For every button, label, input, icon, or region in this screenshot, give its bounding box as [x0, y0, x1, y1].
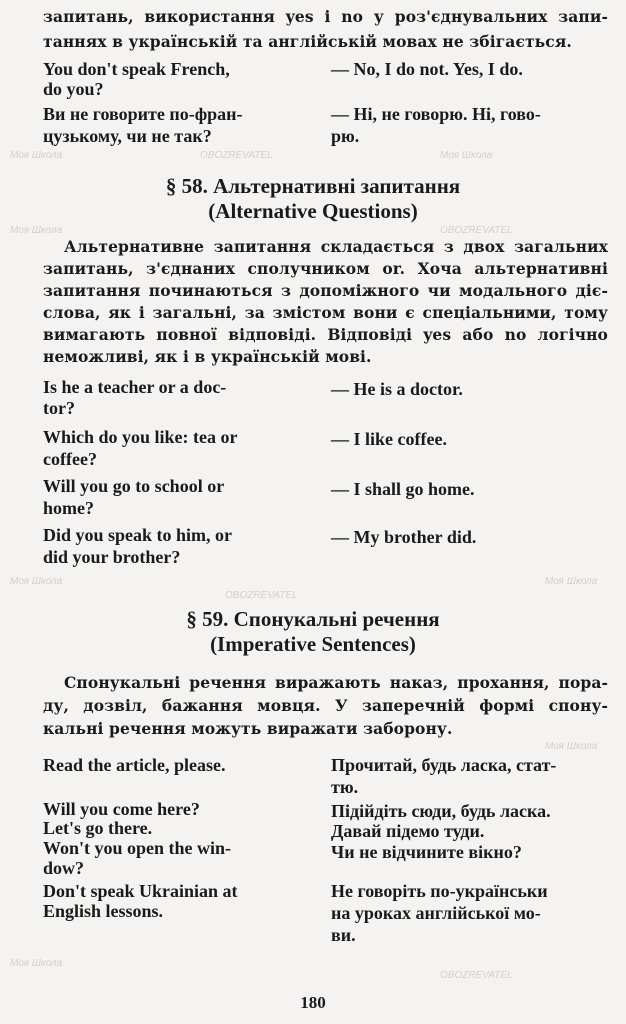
- example-left: tor?: [43, 398, 75, 418]
- example-left: Read the article, please.: [43, 755, 226, 775]
- text-line: Спонукальні речення виражають наказ, прохання, пора-: [64, 673, 608, 692]
- text-line: слова, як і загальні, за змістом вони є спеціальними, тому: [43, 303, 608, 322]
- watermark: Моя Школа: [440, 150, 493, 161]
- text-line: запитань, використання yes і no у роз'єднувальних запи-: [43, 7, 608, 26]
- text-line: Альтернативне запитання складається з двох загальних: [64, 237, 608, 256]
- watermark: Моя Школа: [10, 225, 63, 236]
- example-left: Will you go to school or: [43, 476, 225, 496]
- example-left: цузькому, чи не так?: [43, 126, 212, 146]
- example-left: Is he a teacher or a doc-: [43, 377, 227, 397]
- example-left: Don't speak Ukrainian at: [43, 881, 238, 901]
- example-right: — Ні, не говорю. Ні, гово-: [331, 104, 541, 124]
- example-right: Підійдіть сюди, будь ласка.: [331, 801, 551, 821]
- example-left: Will you come here?: [43, 799, 200, 819]
- text-line: вимагають повної відповіді. Відповіді yes або no логічно: [43, 325, 608, 344]
- example-left: Let's go there.: [43, 818, 153, 838]
- watermark: Моя Школа: [545, 576, 598, 587]
- watermark: OBOZREVATEL: [200, 150, 273, 161]
- section-58-title: § 58. Альтернативні запитання: [165, 174, 461, 198]
- example-right: Прочитай, будь ласка, стат-: [331, 755, 557, 775]
- example-left: home?: [43, 498, 94, 518]
- section-58-subtitle: (Alternative Questions): [208, 199, 418, 223]
- watermark: OBOZREVATEL: [440, 225, 513, 236]
- text-line: запитання починаються з допоміжного чи модального діє-: [43, 281, 608, 300]
- watermark: OBOZREVATEL: [225, 590, 298, 601]
- text-line: ду, дозвіл, бажання мовця. У заперечній формі спону-: [43, 696, 608, 715]
- example-left: You don't speak French,: [43, 59, 230, 79]
- example-right: — My brother did.: [331, 527, 477, 547]
- example-left: Won't you open the win-: [43, 838, 232, 858]
- example-left: Ви не говорите по-фран-: [43, 104, 243, 124]
- example-left: Did you speak to him, or: [43, 525, 233, 545]
- example-left: Which do you like: tea or: [43, 427, 238, 447]
- example-left: coffee?: [43, 449, 97, 469]
- section-59-subtitle: (Imperative Sentences): [210, 632, 416, 656]
- example-right: тю.: [331, 777, 359, 797]
- watermark: Моя Школа: [545, 741, 598, 752]
- text-line: запитань, з'єднаних сполучником or. Хоча альтернативні: [43, 259, 608, 278]
- text-line: таннях в українській та англійській мовах не збігається.: [43, 32, 572, 51]
- example-right: Не говоріть по-українськи: [331, 881, 548, 901]
- example-left: do you?: [43, 79, 104, 99]
- example-right: — I shall go home.: [331, 479, 475, 499]
- example-left: English lessons.: [43, 901, 164, 921]
- watermark: Моя Школа: [10, 150, 63, 161]
- text-line: неможливі, як і в українській мові.: [43, 347, 372, 366]
- example-right: — No, I do not. Yes, I do.: [331, 59, 523, 79]
- example-right: ви.: [331, 925, 356, 945]
- example-left: dow?: [43, 858, 85, 878]
- example-right: Давай підемо туди.: [331, 821, 485, 841]
- example-left: did your brother?: [43, 547, 181, 567]
- text-line: кальні речення можуть виражати заборону.: [43, 719, 453, 738]
- example-right: на уроках англійської мо-: [331, 903, 541, 923]
- watermark: Моя Школа: [10, 958, 63, 969]
- example-right: Чи не відчините вікно?: [331, 842, 522, 862]
- page-number: 180: [300, 993, 326, 1012]
- example-right: рю.: [331, 126, 360, 146]
- watermark: OBOZREVATEL: [440, 970, 513, 981]
- section-59-title: § 59. Спонукальні речення: [186, 607, 440, 631]
- example-right: — He is a doctor.: [331, 379, 463, 399]
- example-right: — I like coffee.: [331, 429, 447, 449]
- watermark: Моя Школа: [10, 576, 63, 587]
